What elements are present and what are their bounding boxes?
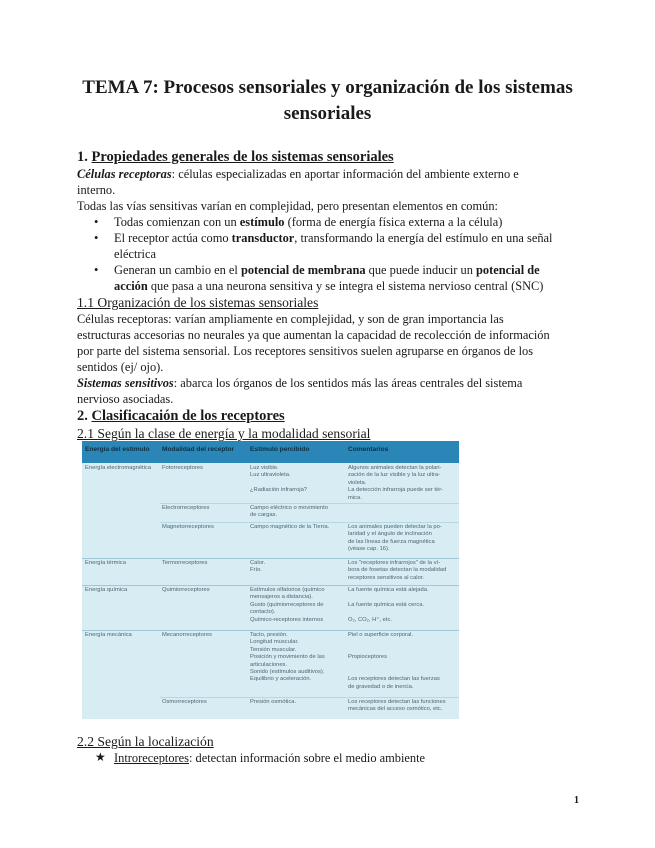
table-cell: Algunos animales detectan la polari- zación de la luz visible y la luz ultra- violeta. La detección infrarroja puede ser tér- mica. (348, 465, 444, 501)
receptor-classification-table (82, 441, 459, 719)
table-cell: Estímulos olfatorios (químico mensajeros a distancia). Gusto (quimiorreceptores de contacto). Químico-receptores internos (250, 587, 325, 623)
table-row-divider (82, 558, 459, 559)
table-cell: Piel o superficie corporal. Propioceptores Los receptores detectan las fuerzas de gravedad o de inercia. (348, 632, 440, 690)
table-cell: Magnetorreceptores (162, 524, 214, 530)
elements-list (77, 214, 555, 294)
table-cell: Fotorreceptores (162, 465, 203, 471)
list-item (77, 262, 555, 294)
table-header (82, 441, 459, 463)
list-item (77, 214, 555, 230)
section-2-1-title: 2.1 Según la clase de energía y la modalidad sensorial (77, 426, 371, 441)
table-cell: Energía térmica (85, 560, 126, 566)
list-text: que puede inducir un (365, 263, 476, 277)
list-bold-text: potencial de membrana (240, 263, 366, 277)
list-text: El receptor actúa como (114, 231, 232, 245)
organization-paragraph: Células receptoras: varían ampliamente en complejidad, y son de gran importancia las estructuras accesorias no neurales ya que aumentan la capacidad de recolección de información por parte del sistema sensorial. Los receptores sensitivos suelen agruparse en órganos de los sentidos (ej/ ojo). (77, 312, 550, 374)
definition-sistemas-sensitivos (77, 375, 555, 407)
list-text: Todas comienzan con un (114, 215, 240, 229)
list-text: Generan un cambio en el (114, 263, 241, 277)
table-header-cell: Energía del estímulo (85, 446, 150, 453)
bullet-icon: • (94, 215, 99, 229)
section-1-1-title: 1.1 Organización de los sistemas sensoriales (77, 295, 319, 310)
document-body (77, 148, 555, 442)
table-cell: Energía química (85, 587, 128, 593)
table-cell: La fuente química está alejada. La fuente química está cerca. O₂, CO₂, H⁺, etc. (348, 587, 429, 623)
intro-paragraph: Todas las vías sensitivas varían en complejidad, pero presentan elementos en común: (77, 199, 498, 213)
list-item (77, 750, 555, 766)
definition-celulas-receptoras (77, 166, 555, 198)
section-2-heading (77, 407, 555, 425)
section-2-2-title: 2.2 Según la localización (77, 734, 214, 749)
section-2-number: 2. (77, 408, 88, 424)
table-cell: Luz visible. Luz ultravioleta. ¿Radiación infrarroja? (250, 465, 308, 494)
table-cell: Termorreceptores (162, 560, 208, 566)
table-header-cell: Modalidad del receptor (162, 446, 235, 453)
section-1-title: Propiedades generales de los sistemas sensoriales (91, 149, 394, 165)
table-row-divider (160, 697, 459, 698)
table-cell: Calor. Frío. (250, 560, 266, 574)
list-item (77, 230, 555, 262)
section-1-1-heading (77, 294, 555, 311)
document-body-bottom (77, 733, 555, 766)
table-cell: Energía electromagnética (85, 465, 152, 471)
location-list (77, 750, 555, 766)
star-icon: ★ (95, 750, 106, 764)
term-introreceptores: Introreceptores (114, 751, 189, 765)
list-bold-text: transductor (231, 231, 295, 245)
section-1-number: 1. (77, 149, 88, 165)
table-cell: Campo magnético de la Tierra. (250, 524, 330, 530)
table-cell: Tacto, presión. Longitud muscular. Tensión muscular. Posición y movimiento de las articulaciones. Sonido (estímulos auditivos). Equilibrio y aceleración. (250, 632, 325, 683)
table-row-divider (82, 585, 459, 586)
table-cell: Quimiorreceptores (162, 587, 210, 593)
table-header-cell: Estímulo percibido (250, 446, 310, 453)
table-cell: Mecanorreceptores (162, 632, 212, 638)
table-cell: Los animales pueden detectar la po- laridad y el ángulo de inclinación de las líneas de fuerza magnética (véase cap. 16). (348, 524, 442, 553)
section-2-title: Clasificacaión de los receptores (91, 408, 285, 424)
def-celulas-receptoras: : células especializadas en aportar información del ambiente externo e interno. (77, 167, 519, 197)
table-cell: Presión osmótica. (250, 699, 297, 705)
list-bold-text: estímulo (239, 215, 285, 229)
table-header-cell: Comentarios (348, 446, 389, 453)
def-introreceptores: : detectan información sobre el medio ambiente (189, 751, 426, 765)
section-2-2-heading (77, 733, 555, 750)
term-sistemas-sensitivos: Sistemas sensitivos (77, 376, 174, 390)
def-sistemas-sensitivos: : abarca los órganos de los sentidos más las áreas centrales del sistema nervioso asociadas. (77, 376, 523, 406)
page-title: TEMA 7: Procesos sensoriales y organización de los sistemas sensoriales (82, 77, 573, 124)
table-cell: Electrorreceptores (162, 505, 210, 511)
table-cell: Osmorreceptores (162, 699, 207, 705)
table-row-divider (160, 503, 459, 504)
term-celulas-receptoras: Células receptoras (77, 167, 172, 181)
list-text: , transformando la energía del estímulo en una señal eléctrica (114, 231, 553, 261)
list-text: (forma de energía física externa a la célula) (284, 215, 503, 229)
table-cell: Los receptores detectan las funciones mecánicas del acceso osmótico, etc. (348, 699, 446, 713)
bullet-icon: • (94, 263, 99, 277)
list-text: que pasa a una neurona sensitiva y se integra el sistema nervioso central (SNC) (147, 279, 544, 293)
page-number: 1 (574, 795, 579, 806)
table-row-divider (82, 630, 459, 631)
table-cell: Los "receptores infrarrojos" de la ví- bora de fosetas detectan la modalidad receptores sensitivos al calor. (348, 560, 447, 581)
section-1-heading (77, 148, 555, 166)
table-cell: Energía mecánica (85, 632, 132, 638)
bullet-icon: • (94, 231, 99, 245)
table-row-divider (160, 522, 459, 523)
table-cell: Campo eléctrico o movimiento de cargas. (250, 505, 328, 519)
list-bold-text: potencial de acción (114, 263, 540, 293)
section-2-1-heading (77, 425, 555, 442)
